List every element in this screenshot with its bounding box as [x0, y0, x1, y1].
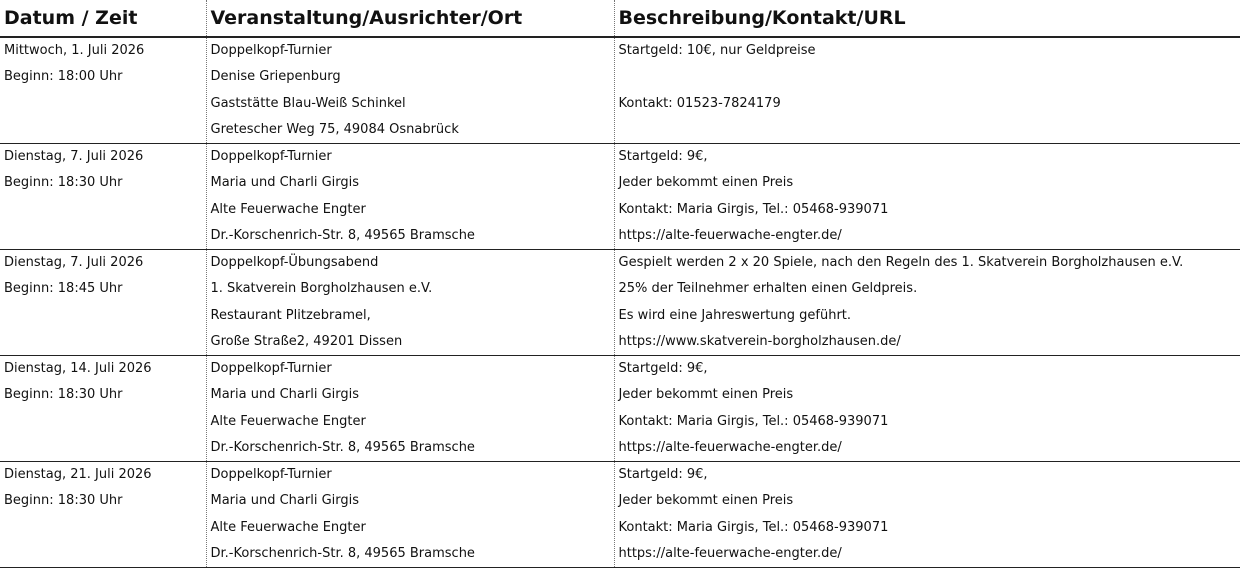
description-cell: [614, 144, 1240, 250]
description-line: Startgeld: 9€,: [618, 361, 708, 376]
description-line: Kontakt: Maria Girgis, Tel.: 05468-939071: [618, 519, 889, 535]
table-body: [0, 37, 1240, 568]
date-line: Beginn: 18:30 Uhr: [4, 387, 123, 403]
header-description: Beschreibung/Kontakt/URL: [614, 0, 1240, 37]
description-line: Gespielt werden 2 x 20 Spiele, nach den Regeln des 1. Skatverein Borgholzhausen e.V.: [618, 255, 1184, 270]
description-line: https://www.skatverein-borgholzhausen.de/: [618, 333, 901, 349]
table-header: [0, 0, 1240, 37]
event-line: Dr.-Korschenrich-Str. 8, 49565 Bramsche: [210, 439, 475, 455]
description-line: Startgeld: 9€,: [618, 467, 708, 482]
date-line: [0, 91, 206, 117]
header-row: [0, 0, 1240, 37]
description-line: Kontakt: Maria Girgis, Tel.: 05468-939071: [618, 413, 889, 429]
event-line: Doppelkopf-Turnier: [210, 361, 332, 376]
date-line: [0, 409, 206, 435]
description-cell: [614, 37, 1240, 144]
table-row: [0, 37, 1240, 144]
event-line: Maria und Charli Girgis: [210, 175, 360, 191]
event-line: Alte Feuerwache Engter: [210, 413, 366, 429]
date-line: [0, 435, 206, 461]
description-line: Es wird eine Jahreswertung geführt.: [618, 307, 852, 323]
date-cell: [0, 37, 206, 144]
date-line: Beginn: 18:00 Uhr: [4, 69, 123, 85]
event-line: Dr.-Korschenrich-Str. 8, 49565 Bramsche: [210, 227, 475, 243]
event-line: Restaurant Plitzebramel,: [210, 307, 371, 323]
date-line: [0, 541, 206, 567]
header-date: Datum / Zeit: [0, 0, 206, 37]
description-line: 25% der Teilnehmer erhalten einen Geldpreis.: [618, 281, 918, 297]
event-cell: [206, 356, 614, 462]
date-cell: [0, 144, 206, 250]
date-line: [0, 329, 206, 355]
table-row: [0, 462, 1240, 568]
event-line: 1. Skatverein Borgholzhausen e.V.: [210, 281, 433, 297]
description-line: https://alte-feuerwache-engter.de/: [618, 545, 842, 561]
event-cell: [206, 250, 614, 356]
date-line: [0, 515, 206, 541]
event-line: Maria und Charli Girgis: [210, 387, 360, 403]
date-line: Dienstag, 21. Juli 2026: [4, 467, 152, 482]
event-cell: [206, 462, 614, 568]
date-cell: [0, 250, 206, 356]
description-line: Jeder bekommt einen Preis: [618, 387, 794, 403]
table-row: [0, 356, 1240, 462]
date-line: Beginn: 18:30 Uhr: [4, 493, 123, 509]
description-cell: [614, 356, 1240, 462]
table-row: [0, 250, 1240, 356]
description-line: [615, 117, 1240, 143]
description-line: Kontakt: 01523-7824179: [618, 95, 781, 111]
date-line: Beginn: 18:45 Uhr: [4, 281, 123, 297]
event-line: Doppelkopf-Turnier: [210, 43, 332, 58]
description-line: Startgeld: 9€,: [618, 149, 708, 164]
event-cell: [206, 144, 614, 250]
date-line: [0, 303, 206, 329]
description-line: Kontakt: Maria Girgis, Tel.: 05468-939071: [618, 201, 889, 217]
event-line: Denise Griepenburg: [210, 69, 341, 85]
date-line: [0, 117, 206, 143]
event-line: Gaststätte Blau-Weiß Schinkel: [210, 95, 406, 111]
description-cell: [614, 462, 1240, 568]
event-line: Maria und Charli Girgis: [210, 493, 360, 509]
description-line: https://alte-feuerwache-engter.de/: [618, 227, 842, 243]
header-event: Veranstaltung/Ausrichter/Ort: [206, 0, 614, 37]
event-line: Doppelkopf-Turnier: [210, 149, 332, 164]
event-line: Alte Feuerwache Engter: [210, 519, 366, 535]
date-line: Dienstag, 7. Juli 2026: [4, 149, 144, 164]
description-line: Startgeld: 10€, nur Geldpreise: [618, 43, 816, 58]
date-line: [0, 223, 206, 249]
description-cell: [614, 250, 1240, 356]
date-line: Mittwoch, 1. Juli 2026: [4, 43, 145, 58]
event-line: Gretescher Weg 75, 49084 Osnabrück: [210, 121, 459, 137]
table-row: [0, 144, 1240, 250]
description-line: [615, 64, 1240, 90]
event-line: Alte Feuerwache Engter: [210, 201, 366, 217]
event-line: Doppelkopf-Turnier: [210, 467, 332, 482]
event-line: Große Straße2, 49201 Dissen: [210, 333, 403, 349]
event-line: Doppelkopf-Übungsabend: [210, 255, 379, 270]
description-line: Jeder bekommt einen Preis: [618, 493, 794, 509]
date-cell: [0, 462, 206, 568]
event-line: Dr.-Korschenrich-Str. 8, 49565 Bramsche: [210, 545, 475, 561]
description-line: Jeder bekommt einen Preis: [618, 175, 794, 191]
event-cell: [206, 37, 614, 144]
date-line: Dienstag, 7. Juli 2026: [4, 255, 144, 270]
date-cell: [0, 356, 206, 462]
date-line: Dienstag, 14. Juli 2026: [4, 361, 152, 376]
date-line: [0, 197, 206, 223]
description-line: https://alte-feuerwache-engter.de/: [618, 439, 842, 455]
date-line: Beginn: 18:30 Uhr: [4, 175, 123, 191]
